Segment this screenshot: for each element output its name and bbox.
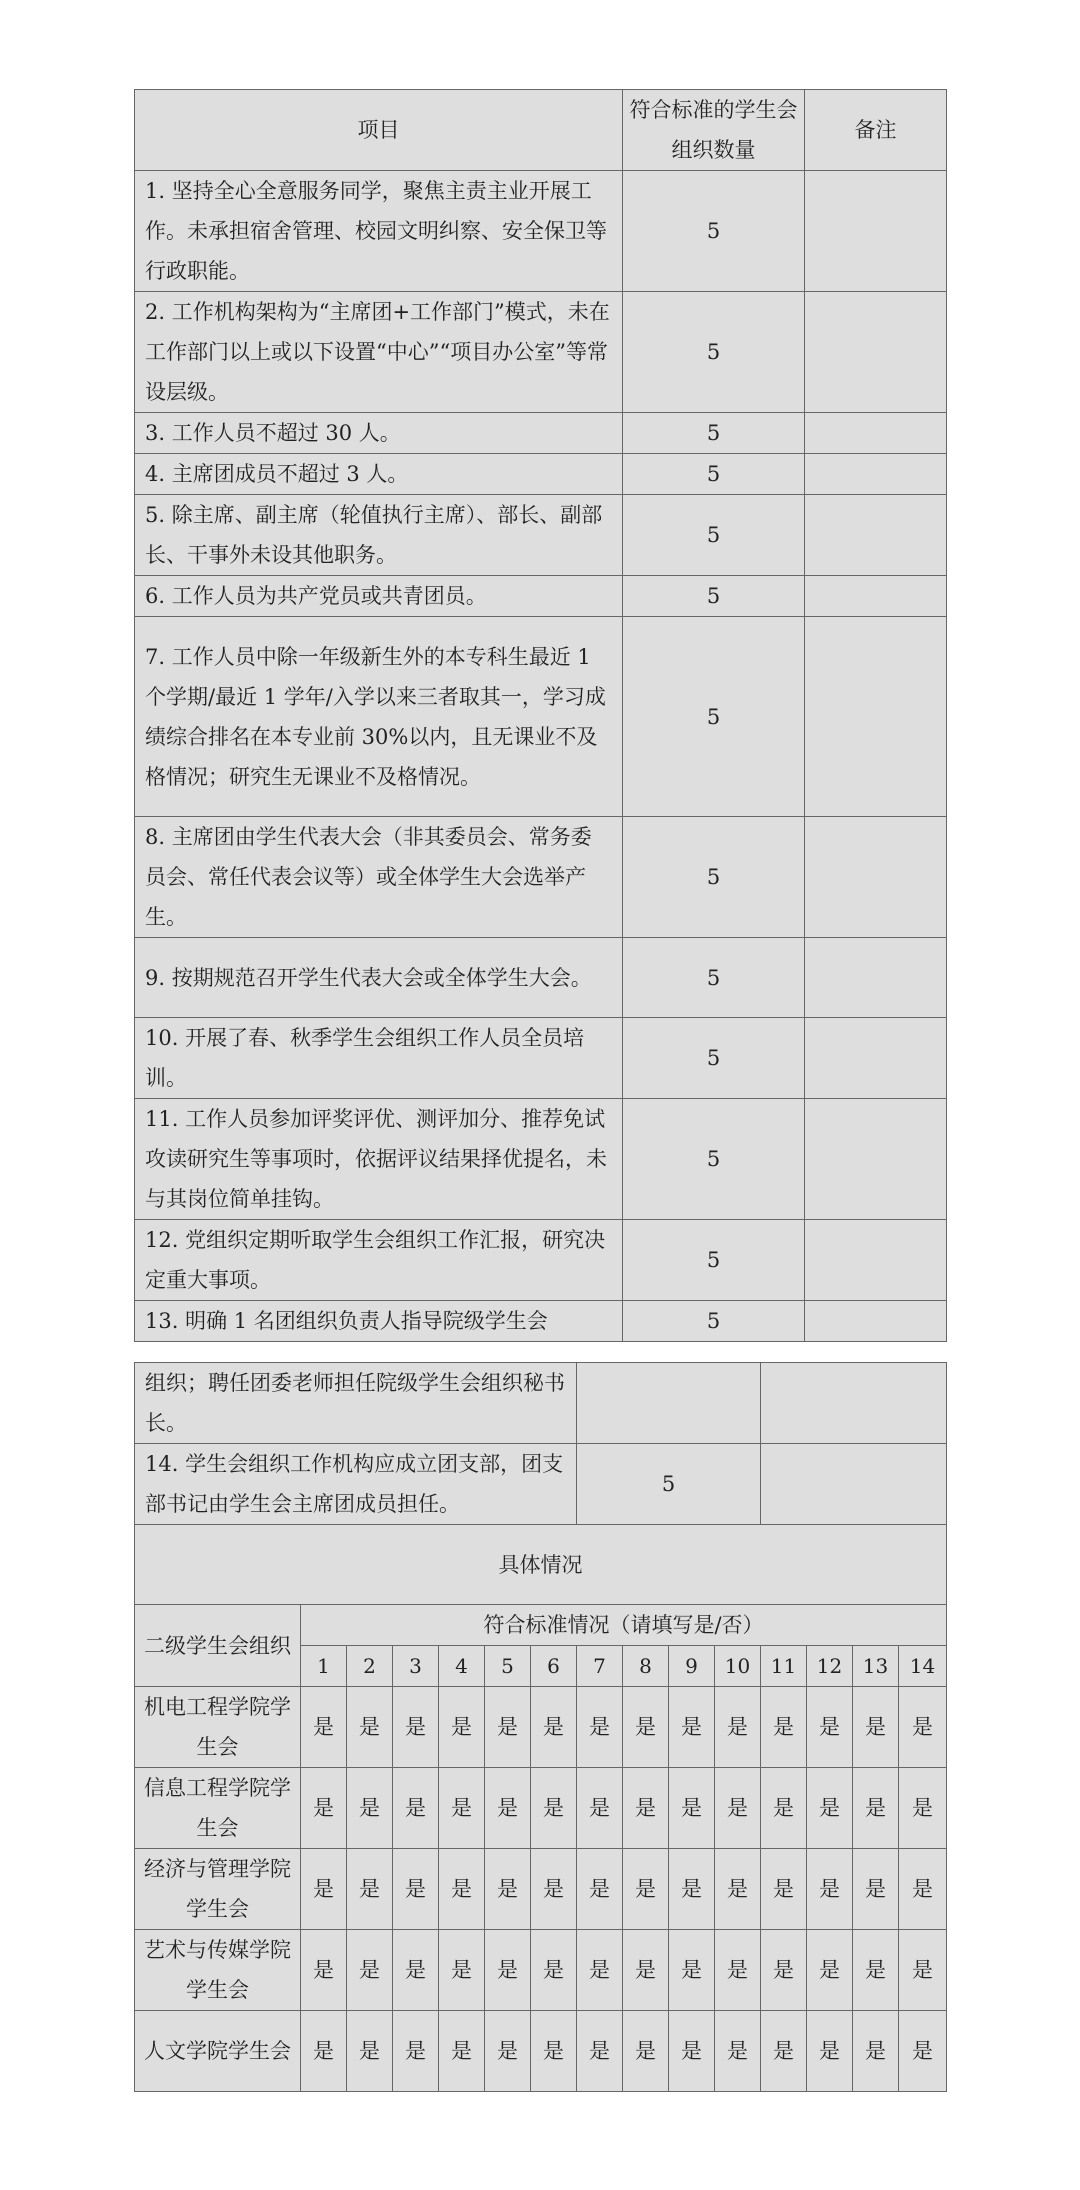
table-row: [135, 454, 947, 495]
criterion-count: 5: [623, 617, 805, 817]
compliance-value: 是: [669, 1930, 715, 2011]
compliance-value: 是: [439, 1768, 485, 1849]
compliance-value: 是: [439, 2011, 485, 2092]
criterion-note: [761, 1444, 947, 1525]
org-row: [135, 2011, 947, 2092]
table-row: [135, 576, 947, 617]
org-row: [135, 1849, 947, 1930]
compliance-value: 是: [807, 1930, 853, 2011]
criteria-header: 符合标准情况（请填写是/否）: [301, 1605, 947, 1646]
compliance-value: 是: [393, 2011, 439, 2092]
compliance-value: 是: [761, 2011, 807, 2092]
criterion-text: 7. 工作人员中除一年级新生外的本专科生最近 1 个学期/最近 1 学年/入学以来三者取其一，学习成绩综合排名在本专业前 30%以内，且无课业不及格情况；研究生无课业不及格情况。: [135, 617, 623, 817]
compliance-value: 是: [807, 1849, 853, 1930]
criterion-number: 4: [439, 1646, 485, 1687]
compliance-value: 是: [577, 1687, 623, 1768]
compliance-value: 是: [439, 1687, 485, 1768]
compliance-value: 是: [669, 1768, 715, 1849]
compliance-value: 是: [761, 1849, 807, 1930]
criterion-count: 5: [623, 171, 805, 292]
compliance-value: 是: [623, 1768, 669, 1849]
header-note: 备注: [805, 90, 947, 171]
compliance-value: 是: [899, 1687, 947, 1768]
criterion-note: [805, 413, 947, 454]
criterion-number: 7: [577, 1646, 623, 1687]
criterion-note: [805, 1099, 947, 1220]
compliance-value: 是: [853, 2011, 899, 2092]
detail-table: [134, 1362, 947, 2092]
criterion-note: [805, 495, 947, 576]
criterion-count: 5: [623, 576, 805, 617]
table-row: [135, 413, 947, 454]
compliance-value: 是: [715, 1768, 761, 1849]
table-row: [135, 1099, 947, 1220]
criterion-note: [805, 817, 947, 938]
org-name: 机电工程学院学生会: [135, 1687, 301, 1768]
compliance-value: 是: [807, 1687, 853, 1768]
compliance-value: 是: [715, 2011, 761, 2092]
compliance-value: 是: [485, 1687, 531, 1768]
org-name: 人文学院学生会: [135, 2011, 301, 2092]
criterion-number: 14: [899, 1646, 947, 1687]
compliance-value: 是: [899, 1768, 947, 1849]
header-item: 项目: [135, 90, 623, 171]
criterion-note: [805, 617, 947, 817]
compliance-value: 是: [485, 1849, 531, 1930]
criterion-count: 5: [623, 1301, 805, 1342]
criterion-text: 6. 工作人员为共产党员或共青团员。: [135, 576, 623, 617]
criterion-text: 10. 开展了春、秋季学生会组织工作人员全员培训。: [135, 1018, 623, 1099]
criterion-count: 5: [623, 495, 805, 576]
compliance-value: 是: [531, 1768, 577, 1849]
criterion-number: 10: [715, 1646, 761, 1687]
criterion-note: [805, 576, 947, 617]
compliance-value: 是: [853, 1768, 899, 1849]
criterion-number: 8: [623, 1646, 669, 1687]
criterion-number: 9: [669, 1646, 715, 1687]
table-row: [135, 617, 947, 817]
table-header-row: [135, 90, 947, 171]
table-row: [135, 171, 947, 292]
compliance-value: 是: [715, 1849, 761, 1930]
criterion-number: 11: [761, 1646, 807, 1687]
compliance-value: 是: [853, 1930, 899, 2011]
compliance-value: 是: [577, 1768, 623, 1849]
criterion-number: 13: [853, 1646, 899, 1687]
compliance-value: 是: [485, 1930, 531, 2011]
table-row: [135, 1301, 947, 1342]
org-name: 经济与管理学院学生会: [135, 1849, 301, 1930]
compliance-value: 是: [623, 2011, 669, 2092]
compliance-value: 是: [807, 1768, 853, 1849]
compliance-value: 是: [301, 1849, 347, 1930]
criterion-number: 6: [531, 1646, 577, 1687]
criterion-count: 5: [623, 292, 805, 413]
compliance-value: 是: [623, 1930, 669, 2011]
table-row: [135, 1444, 947, 1525]
compliance-value: 是: [301, 1930, 347, 2011]
criterion-text: 1. 坚持全心全意服务同学，聚焦主责主业开展工作。未承担宿舍管理、校园文明纠察、安全保卫等行政职能。: [135, 171, 623, 292]
compliance-value: 是: [899, 1930, 947, 2011]
compliance-value: 是: [347, 1687, 393, 1768]
criterion-count: 5: [577, 1444, 761, 1525]
criterion-count: 5: [623, 413, 805, 454]
table-row: [135, 1220, 947, 1301]
compliance-value: 是: [393, 1687, 439, 1768]
table-row: [135, 938, 947, 1018]
table-row: [135, 495, 947, 576]
compliance-value: 是: [669, 1687, 715, 1768]
compliance-value: 是: [531, 1687, 577, 1768]
criterion-note: [805, 938, 947, 1018]
criterion-text: 12. 党组织定期听取学生会组织工作汇报，研究决定重大事项。: [135, 1220, 623, 1301]
compliance-value: 是: [439, 1849, 485, 1930]
compliance-value: 是: [761, 1768, 807, 1849]
org-name: 艺术与传媒学院学生会: [135, 1930, 301, 2011]
criterion-note: [761, 1363, 947, 1444]
compliance-value: 是: [715, 1930, 761, 2011]
compliance-value: 是: [853, 1687, 899, 1768]
criterion-number: 5: [485, 1646, 531, 1687]
compliance-value: 是: [439, 1930, 485, 2011]
org-header: 二级学生会组织: [135, 1605, 301, 1687]
criterion-text: 4. 主席团成员不超过 3 人。: [135, 454, 623, 495]
criterion-count: 5: [623, 1220, 805, 1301]
criterion-note: [805, 454, 947, 495]
detail-header-row: [135, 1605, 947, 1646]
header-count: 符合标准的学生会组织数量: [623, 90, 805, 171]
compliance-value: 是: [301, 1687, 347, 1768]
compliance-value: 是: [715, 1687, 761, 1768]
compliance-value: 是: [669, 1849, 715, 1930]
compliance-value: 是: [347, 1930, 393, 2011]
compliance-value: 是: [577, 1849, 623, 1930]
table-row: [135, 817, 947, 938]
criterion-count: [577, 1363, 761, 1444]
compliance-value: 是: [531, 1930, 577, 2011]
criterion-note: [805, 171, 947, 292]
criterion-number: 2: [347, 1646, 393, 1687]
criterion-number: 12: [807, 1646, 853, 1687]
compliance-value: 是: [347, 2011, 393, 2092]
compliance-value: 是: [393, 1849, 439, 1930]
criterion-count: 5: [623, 1099, 805, 1220]
criterion-text: 3. 工作人员不超过 30 人。: [135, 413, 623, 454]
detail-title: 具体情况: [135, 1525, 947, 1605]
criterion-count: 5: [623, 1018, 805, 1099]
compliance-value: 是: [393, 1930, 439, 2011]
criterion-text: 13. 明确 1 名团组织负责人指导院级学生会: [135, 1301, 623, 1342]
table-row: [135, 292, 947, 413]
table-row: [135, 1363, 947, 1444]
criterion-count: 5: [623, 454, 805, 495]
compliance-value: 是: [577, 2011, 623, 2092]
compliance-value: 是: [853, 1849, 899, 1930]
compliance-value: 是: [807, 2011, 853, 2092]
criterion-text: 组织；聘任团委老师担任院级学生会组织秘书长。: [135, 1363, 577, 1444]
compliance-value: 是: [761, 1930, 807, 2011]
compliance-value: 是: [531, 2011, 577, 2092]
compliance-value: 是: [899, 2011, 947, 2092]
compliance-value: 是: [301, 2011, 347, 2092]
criterion-text: 5. 除主席、副主席（轮值执行主席）、部长、副部长、干事外未设其他职务。: [135, 495, 623, 576]
criterion-count: 5: [623, 938, 805, 1018]
criterion-text: 9. 按期规范召开学生代表大会或全体学生大会。: [135, 938, 623, 1018]
criterion-count: 5: [623, 817, 805, 938]
compliance-value: 是: [347, 1849, 393, 1930]
org-row: [135, 1768, 947, 1849]
compliance-value: 是: [899, 1849, 947, 1930]
compliance-value: 是: [347, 1768, 393, 1849]
detail-title-row: [135, 1525, 947, 1605]
org-row: [135, 1687, 947, 1768]
org-row: [135, 1930, 947, 2011]
standards-table: [134, 89, 947, 1342]
compliance-value: 是: [669, 2011, 715, 2092]
compliance-value: 是: [531, 1849, 577, 1930]
table-row: [135, 1018, 947, 1099]
compliance-value: 是: [761, 1687, 807, 1768]
criterion-note: [805, 1018, 947, 1099]
compliance-value: 是: [577, 1930, 623, 2011]
criterion-note: [805, 1301, 947, 1342]
criterion-note: [805, 1220, 947, 1301]
org-name: 信息工程学院学生会: [135, 1768, 301, 1849]
compliance-value: 是: [485, 2011, 531, 2092]
criterion-note: [805, 292, 947, 413]
criterion-text: 8. 主席团由学生代表大会（非其委员会、常务委员会、常任代表会议等）或全体学生大会选举产生。: [135, 817, 623, 938]
criterion-number: 3: [393, 1646, 439, 1687]
compliance-value: 是: [623, 1687, 669, 1768]
criterion-text: 11. 工作人员参加评奖评优、测评加分、推荐免试攻读研究生等事项时，依据评议结果择优提名，未与其岗位简单挂钩。: [135, 1099, 623, 1220]
compliance-value: 是: [393, 1768, 439, 1849]
compliance-value: 是: [623, 1849, 669, 1930]
criterion-text: 14. 学生会组织工作机构应成立团支部，团支部书记由学生会主席团成员担任。: [135, 1444, 577, 1525]
criterion-text: 2. 工作机构架构为“主席团+工作部门”模式，未在工作部门以上或以下设置“中心”“项目办公室”等常设层级。: [135, 292, 623, 413]
compliance-value: 是: [301, 1768, 347, 1849]
compliance-value: 是: [485, 1768, 531, 1849]
criterion-number: 1: [301, 1646, 347, 1687]
